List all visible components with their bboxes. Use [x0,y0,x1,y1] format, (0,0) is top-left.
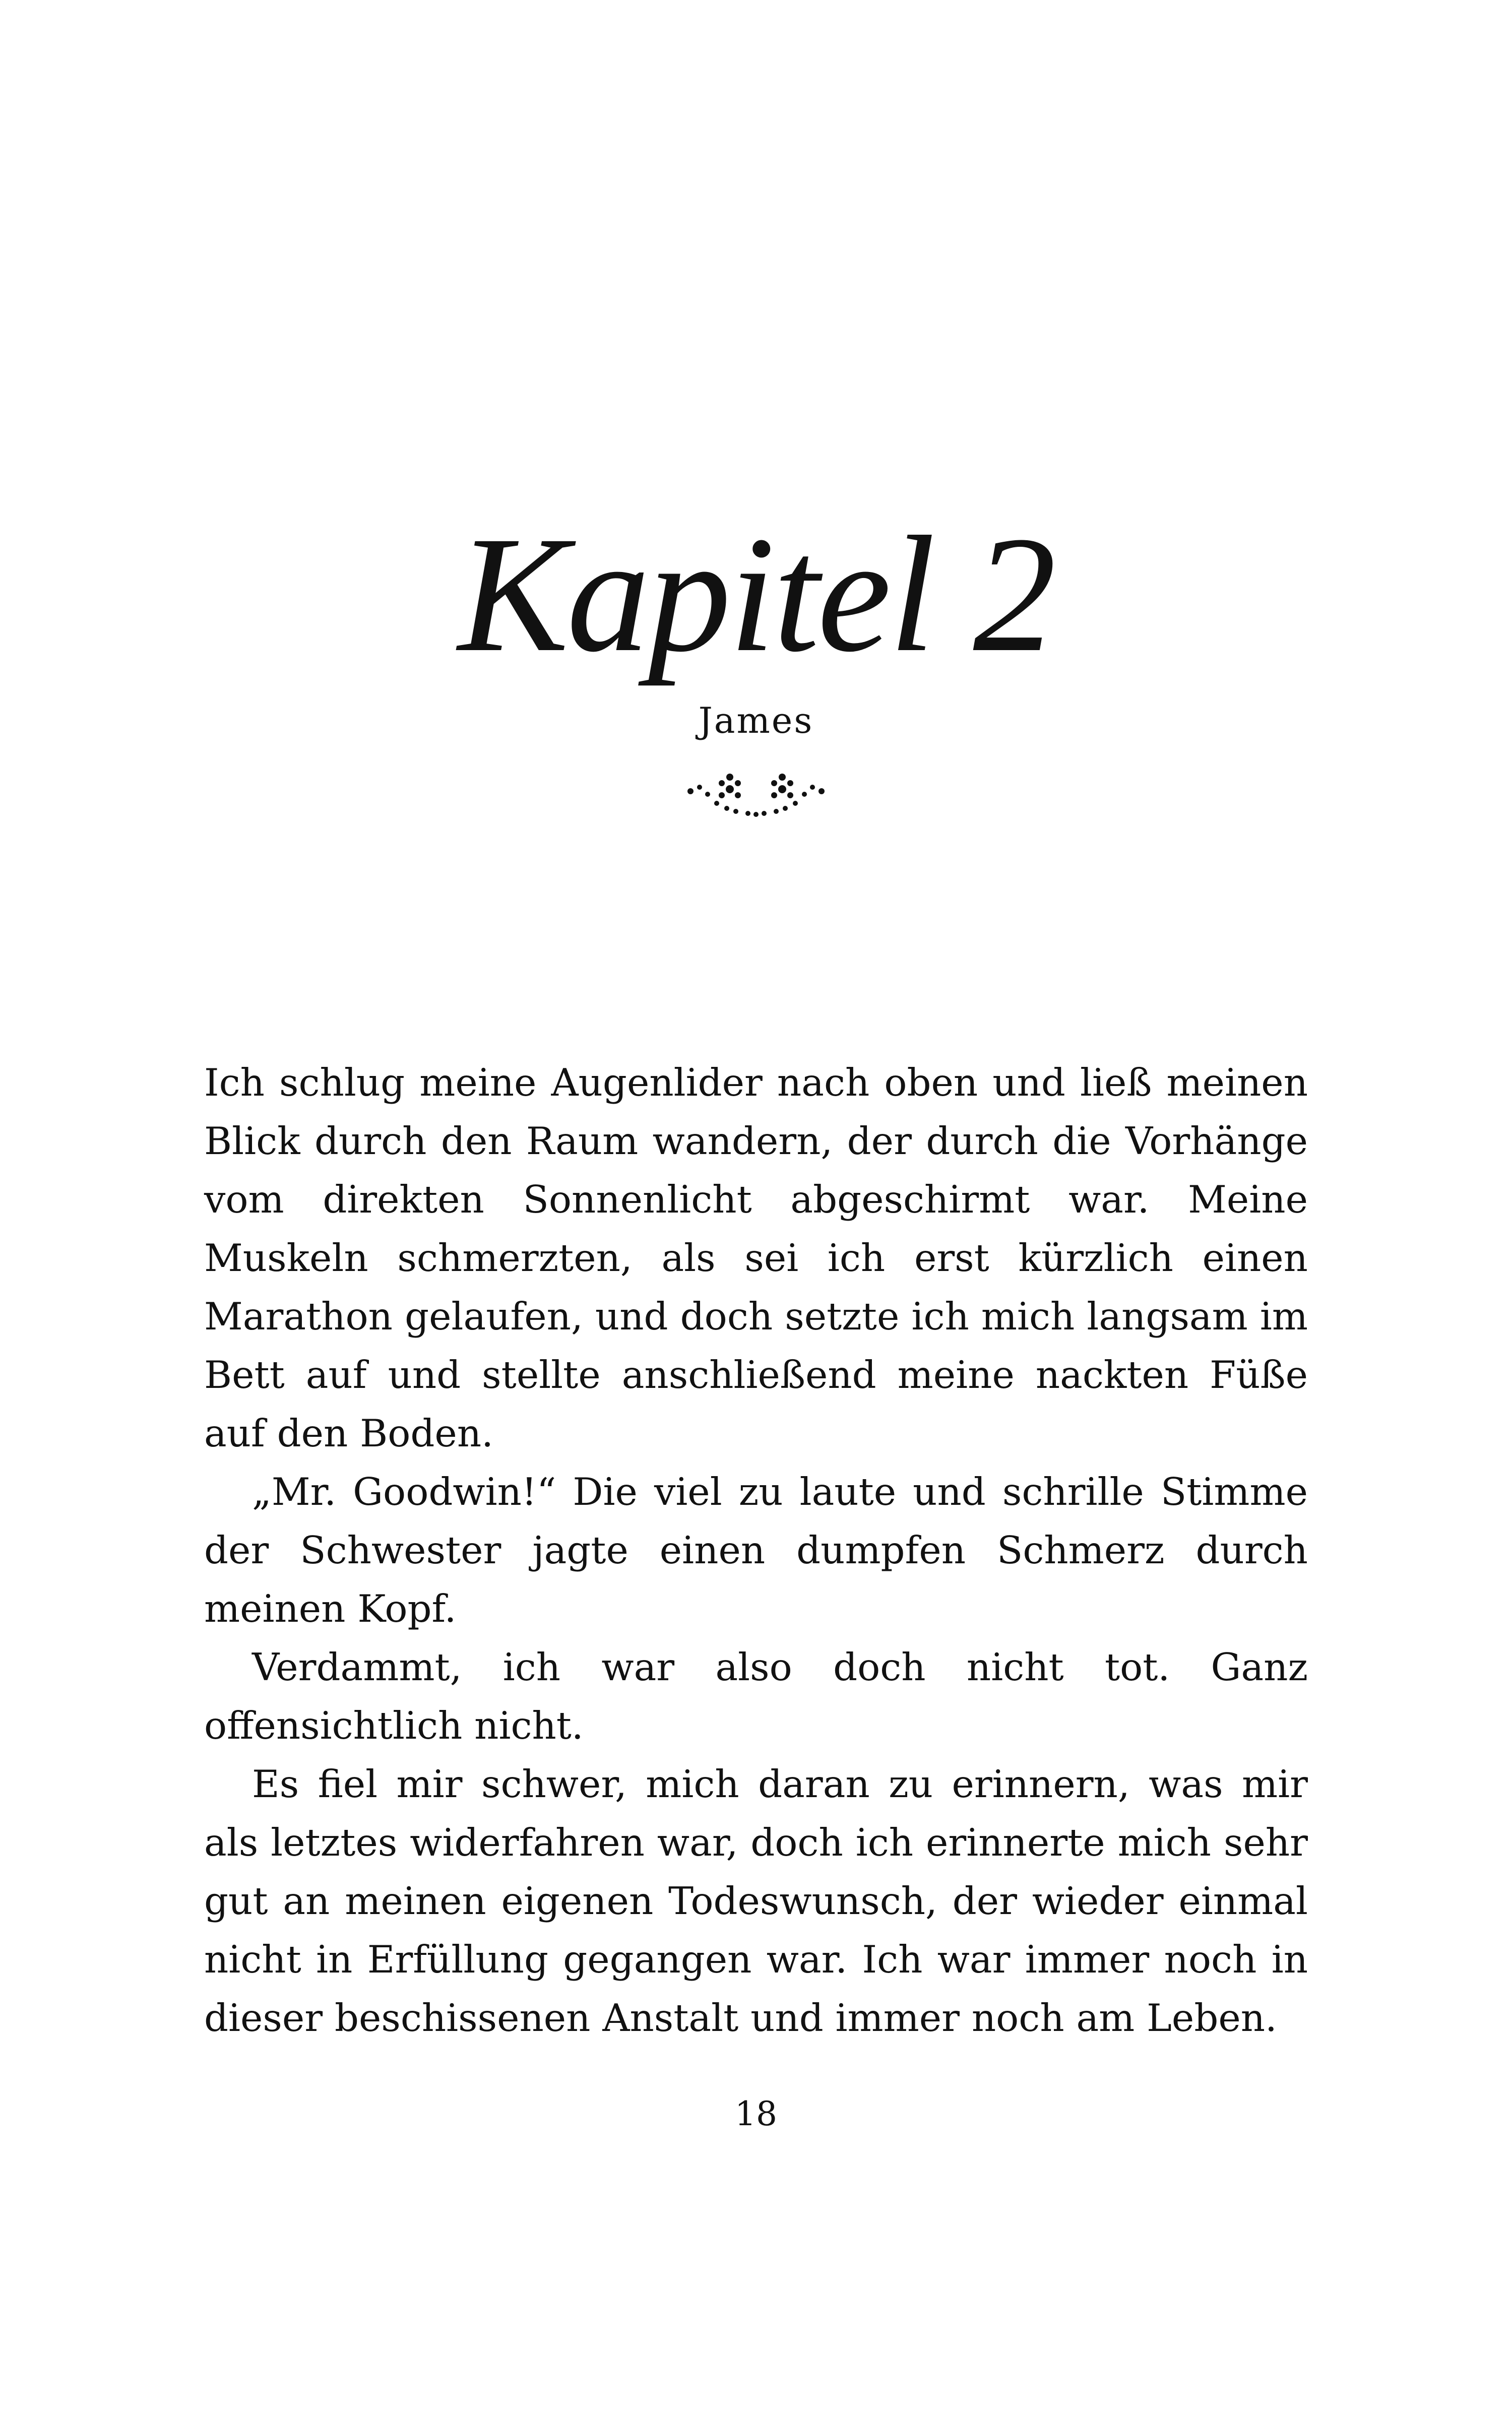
paragraph-2: „Mr. Goodwin!“ Die viel zu laute und schrille Stimme der Schwester jagte einen dumpfen Schmerz durch meinen Kopf. [204,1470,1308,1631]
chapter-subtitle: James [698,700,814,741]
floral-dots-ornament-icon [685,766,827,821]
chapter-title: Kapitel 2 [458,502,1054,686]
chapter-body-text [204,1053,1308,2047]
paragraph-3: Verdammt, ich war also doch nicht tot. Ganz offensichtlich nicht. [204,1645,1308,1748]
page-number: 18 [735,2094,777,2133]
paragraph-4: Es fiel mir schwer, mich daran zu erinnern, was mir als letztes widerfahren war, doch ich erinnerte mich sehr gut an meinen eigenen Todeswunsch, der wieder einmal nicht in Erfüllung gegangen war. Ich war immer noch in dieser beschissenen Anstalt und immer noch am Leben. [204,1762,1308,2040]
paragraph-1: Ich schlug meine Augenlider nach oben und ließ meinen Blick durch den Raum wandern, der durch die Vorhänge vom direkten Sonnenlicht abgeschirmt war. Meine Muskeln schmerzten, als sei ich erst kürzlich einen Marathon gelaufen, und doch setzte ich mich langsam im Bett auf und stellte anschließend meine nackten Füße auf den Boden. [204,1060,1308,1455]
